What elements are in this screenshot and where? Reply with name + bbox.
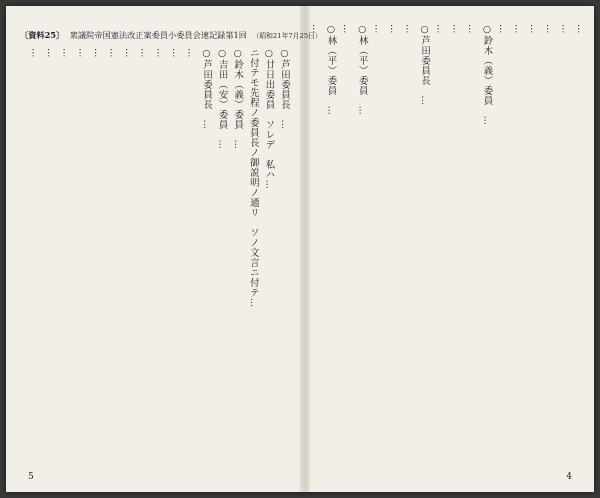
text-column: ○林（平）委員 …: [325, 24, 337, 116]
text-column: ○林（平）委員 …: [356, 24, 368, 116]
text-column: …: [185, 48, 197, 58]
text-column: ○芦田委員長 …: [419, 24, 431, 106]
page-number: 4: [566, 472, 572, 482]
text-column: …: [91, 48, 103, 58]
text-column: ○鈴木（義）委員 …: [232, 48, 244, 150]
text-column: …: [559, 24, 571, 34]
left-page: [6, 6, 322, 492]
document-header: [20, 30, 322, 41]
text-column: …: [465, 24, 477, 34]
text-column: …: [434, 24, 446, 34]
text-column: …: [29, 48, 41, 58]
text-column: …: [387, 24, 399, 34]
text-column: ○鈴木（義）委員 …: [481, 24, 493, 126]
text-column: …: [309, 24, 321, 34]
text-column: …: [138, 48, 150, 58]
text-column: …: [107, 48, 119, 58]
text-column: …: [528, 24, 540, 34]
text-column: …: [543, 24, 555, 34]
text-column: …: [123, 48, 135, 58]
text-column: …: [403, 24, 415, 34]
text-column: …: [575, 24, 586, 34]
text-column: …: [450, 24, 462, 34]
text-column: …: [154, 48, 166, 58]
text-column: …: [169, 48, 181, 58]
text-column: ○廿日出委員 ソレデ 私ハ…: [263, 48, 275, 190]
text-column: ○芦田委員長 …: [279, 48, 290, 130]
text-column: …: [76, 48, 88, 58]
text-column: ニ付テモ先程ノ委員長ノ御説明ノ通リ ソノ文言ニ付テ…: [247, 48, 259, 308]
text-column: …: [512, 24, 524, 34]
text-column: …: [60, 48, 72, 58]
document-date: （昭和21年7月25日）: [252, 32, 322, 40]
document-tag: 〔資料25〕: [20, 30, 65, 40]
text-column: …: [497, 24, 509, 34]
right-page: [310, 6, 594, 492]
document-title: 衆議院帝国憲法改正案委員小委員会速記録第1回: [69, 30, 247, 40]
page-number: 5: [28, 472, 34, 482]
text-column: …: [45, 48, 57, 58]
book-spread: [6, 6, 594, 492]
text-column: …: [341, 24, 353, 34]
right-text-body: [309, 24, 588, 468]
text-column: ○芦田委員長 …: [201, 48, 213, 130]
left-text-body: [18, 48, 292, 468]
text-column: ○吉田（安）委員 …: [216, 48, 228, 150]
text-column: …: [372, 24, 384, 34]
